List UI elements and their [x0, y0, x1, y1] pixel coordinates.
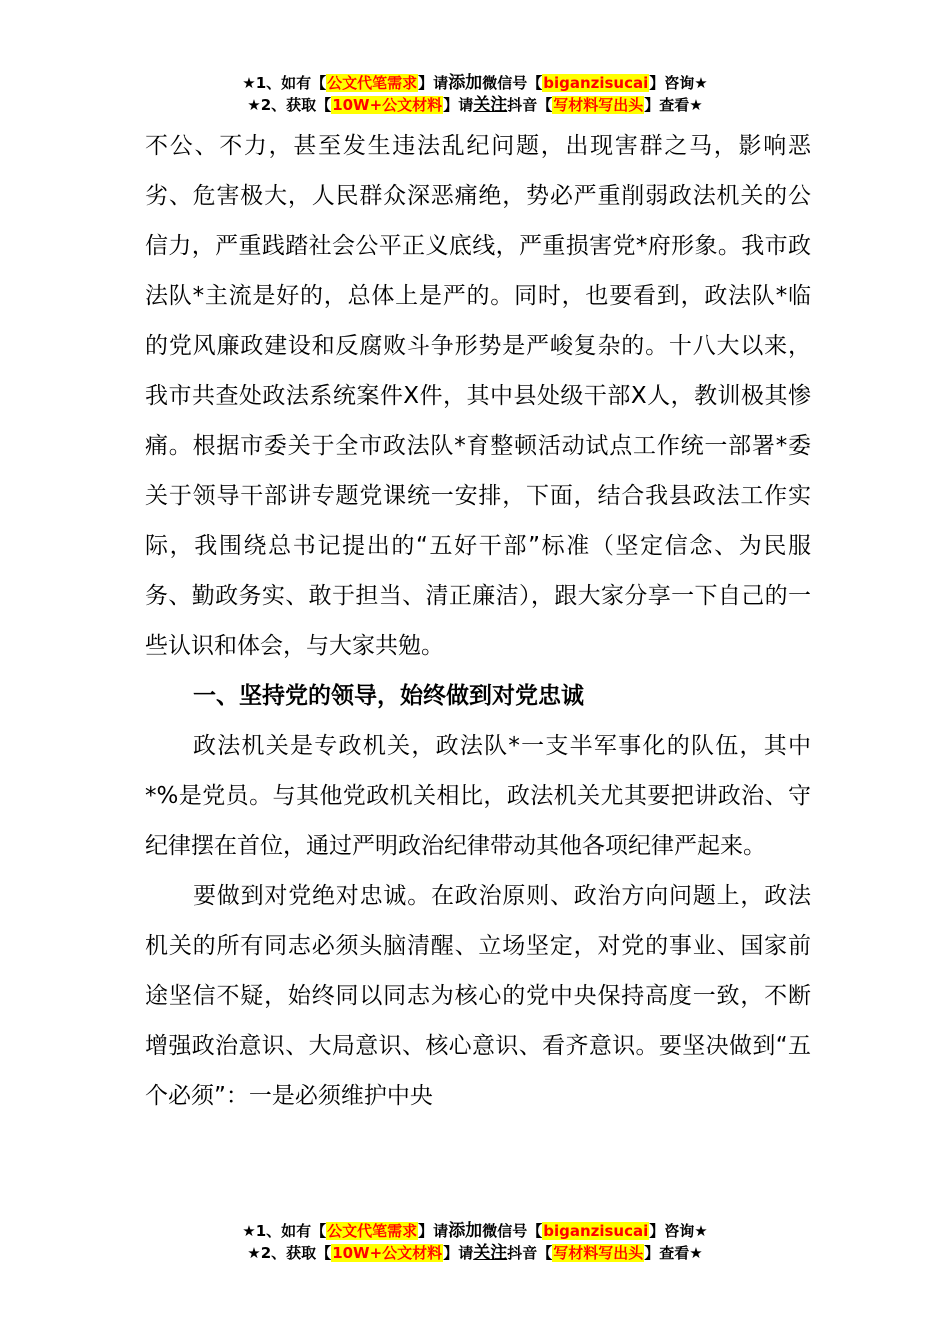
- paragraph: 要做到对党绝对忠诚。在政治原则、政治方向问题上，政法机关的所有同志必须头脑清醒、立场坚定，对党的事业、国家前途坚信不疑，始终同以同志为核心的党中央保持高度一致，不断增强政治意识、大局意识、核心意识、看齐意识。要坚决做到“五个必须”：一是必须维护中央: [145, 883, 811, 1109]
- wechat-id-highlight: biganzisucai: [543, 74, 649, 92]
- materials-highlight: 10W+公文材料: [332, 1244, 443, 1262]
- paragraph-continuation: 不公、不力，甚至发生违法乱纪问题，出现害群之马，影响恶劣、危害极大，人民群众深恶痛绝，势必严重削弱政法机关的公信力，严重践踏社会公平正义底线，严重损害党*府形象。我市政法队*主流是好的，总体上是严的。同时，也要看到，政法队*临的党风廉政建设和反腐败斗争形势是严峻复杂的。十八大以来，我市共查处政法系统案件X件，其中县处级干部X人，教训极其惨痛。根据市委关于全市政法队*育整顿活动试点工作统一部署*委关于领导干部讲专题党课统一安排，下面，结合我县政法工作实际，我围绕总书记提出的“五好干部”标准（坚定信念、为民服务、勤政务实、敢于担当、清正廉洁），跟大家分享一下自己的一些认识和体会，与大家共勉。: [145, 133, 811, 659]
- footer-banner-line-2: ★2、获取【10W+公文材料】请关注抖音【写材料写出头】查看★: [247, 1243, 703, 1263]
- ghostwriting-highlight: 公文代笔需求: [327, 1222, 418, 1240]
- wechat-id-highlight: biganzisucai: [543, 1222, 649, 1240]
- document-body: [145, 121, 811, 1121]
- douyin-account-highlight: 写材料写出头: [553, 96, 644, 114]
- ghostwriting-highlight: 公文代笔需求: [327, 74, 418, 92]
- header-banner-line-1: ★1、如有【公文代笔需求】请添加微信号【biganzisucai】咨询★: [242, 73, 708, 93]
- footer-banner-line-1: ★1、如有【公文代笔需求】请添加微信号【biganzisucai】咨询★: [242, 1221, 708, 1241]
- header-banner-line-2: ★2、获取【10W+公文材料】请关注抖音【写材料写出头】查看★: [247, 95, 703, 115]
- section-heading: 一、坚持党的领导，始终做到对党忠诚: [193, 683, 584, 709]
- materials-highlight: 10W+公文材料: [332, 96, 443, 114]
- douyin-account-highlight: 写材料写出头: [553, 1244, 644, 1262]
- header-banner: [0, 72, 950, 116]
- paragraph: 政法机关是专政机关，政法队*一支半军事化的队伍，其中*%是党员。与其他党政机关相比，政法机关尤其要把讲政治、守纪律摆在首位，通过严明政治纪律带动其他各项纪律严起来。: [145, 733, 811, 859]
- footer-banner: [0, 1220, 950, 1264]
